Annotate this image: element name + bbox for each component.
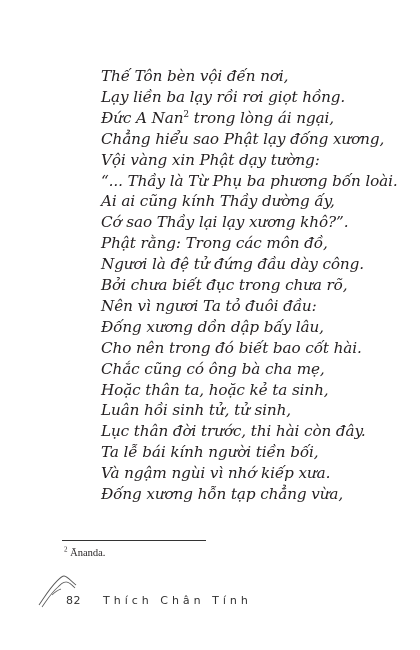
poem-line-end: trong lòng ái ngại, xyxy=(189,108,335,127)
poem-line xyxy=(101,108,334,128)
poem-line: Cho nên trong đó biết bao cốt hài. xyxy=(101,338,362,357)
poem-line: Lạy liền ba lạy rồi rơi giọt hồng. xyxy=(101,87,346,106)
poem-line: Lục thân đời trước, thi hài còn đây. xyxy=(101,422,366,441)
poem-line: Đống xương hỗn tạp chẳng vừa, xyxy=(101,485,344,503)
poem-line: Ta lễ bái kính người tiền bối, xyxy=(101,443,319,462)
footnote-reference: 2 xyxy=(183,109,190,120)
poem-line: Cớ sao Thầy lại lạy xương khô?”. xyxy=(101,213,349,232)
poem-line: Bởi chưa biết đục trong chưa rõ, xyxy=(101,276,348,294)
poem-line: “... Thầy là Từ Phụ ba phương bốn loài. xyxy=(101,171,398,190)
poem-line: Nên vì ngươi Ta tỏ đuôi đầu: xyxy=(101,296,317,315)
poem-line: Và ngậm ngùi vì nhớ kiếp xưa. xyxy=(101,464,331,483)
footnote-divider xyxy=(62,540,206,541)
poem-line: Chẳng hiểu sao Phật lạy đống xương, xyxy=(101,129,385,148)
poem-line-start: Đức A Nan xyxy=(101,108,184,127)
poem-line: Đống xương dồn dập bấy lâu, xyxy=(101,317,324,336)
footnote-text: Ānanda. xyxy=(67,548,106,559)
footnote-mark: 2 xyxy=(64,545,68,554)
poem-line: Phật rằng: Trong các môn đồ, xyxy=(101,234,328,253)
poem-line: Hoặc thân ta, hoặc kẻ ta sinh, xyxy=(101,380,329,399)
poem-line: Luân hồi sinh tử, tử sinh, xyxy=(101,401,292,420)
footnote xyxy=(64,545,106,559)
poem-line: Thế Tôn bèn vội đến nơi, xyxy=(101,67,289,85)
poem-line: Vội vàng xin Phật dạy tường: xyxy=(101,150,320,169)
poem-line: Ai ai cũng kính Thầy dường ấy, xyxy=(101,192,335,211)
poem-line: Chắc cũng có ông bà cha mẹ, xyxy=(101,359,325,378)
poem-line: Ngươi là đệ tử đứng đầu dày công. xyxy=(101,255,364,274)
page-number: 82 xyxy=(66,594,81,607)
running-footer-author: Thích Chân Tính xyxy=(103,594,252,607)
